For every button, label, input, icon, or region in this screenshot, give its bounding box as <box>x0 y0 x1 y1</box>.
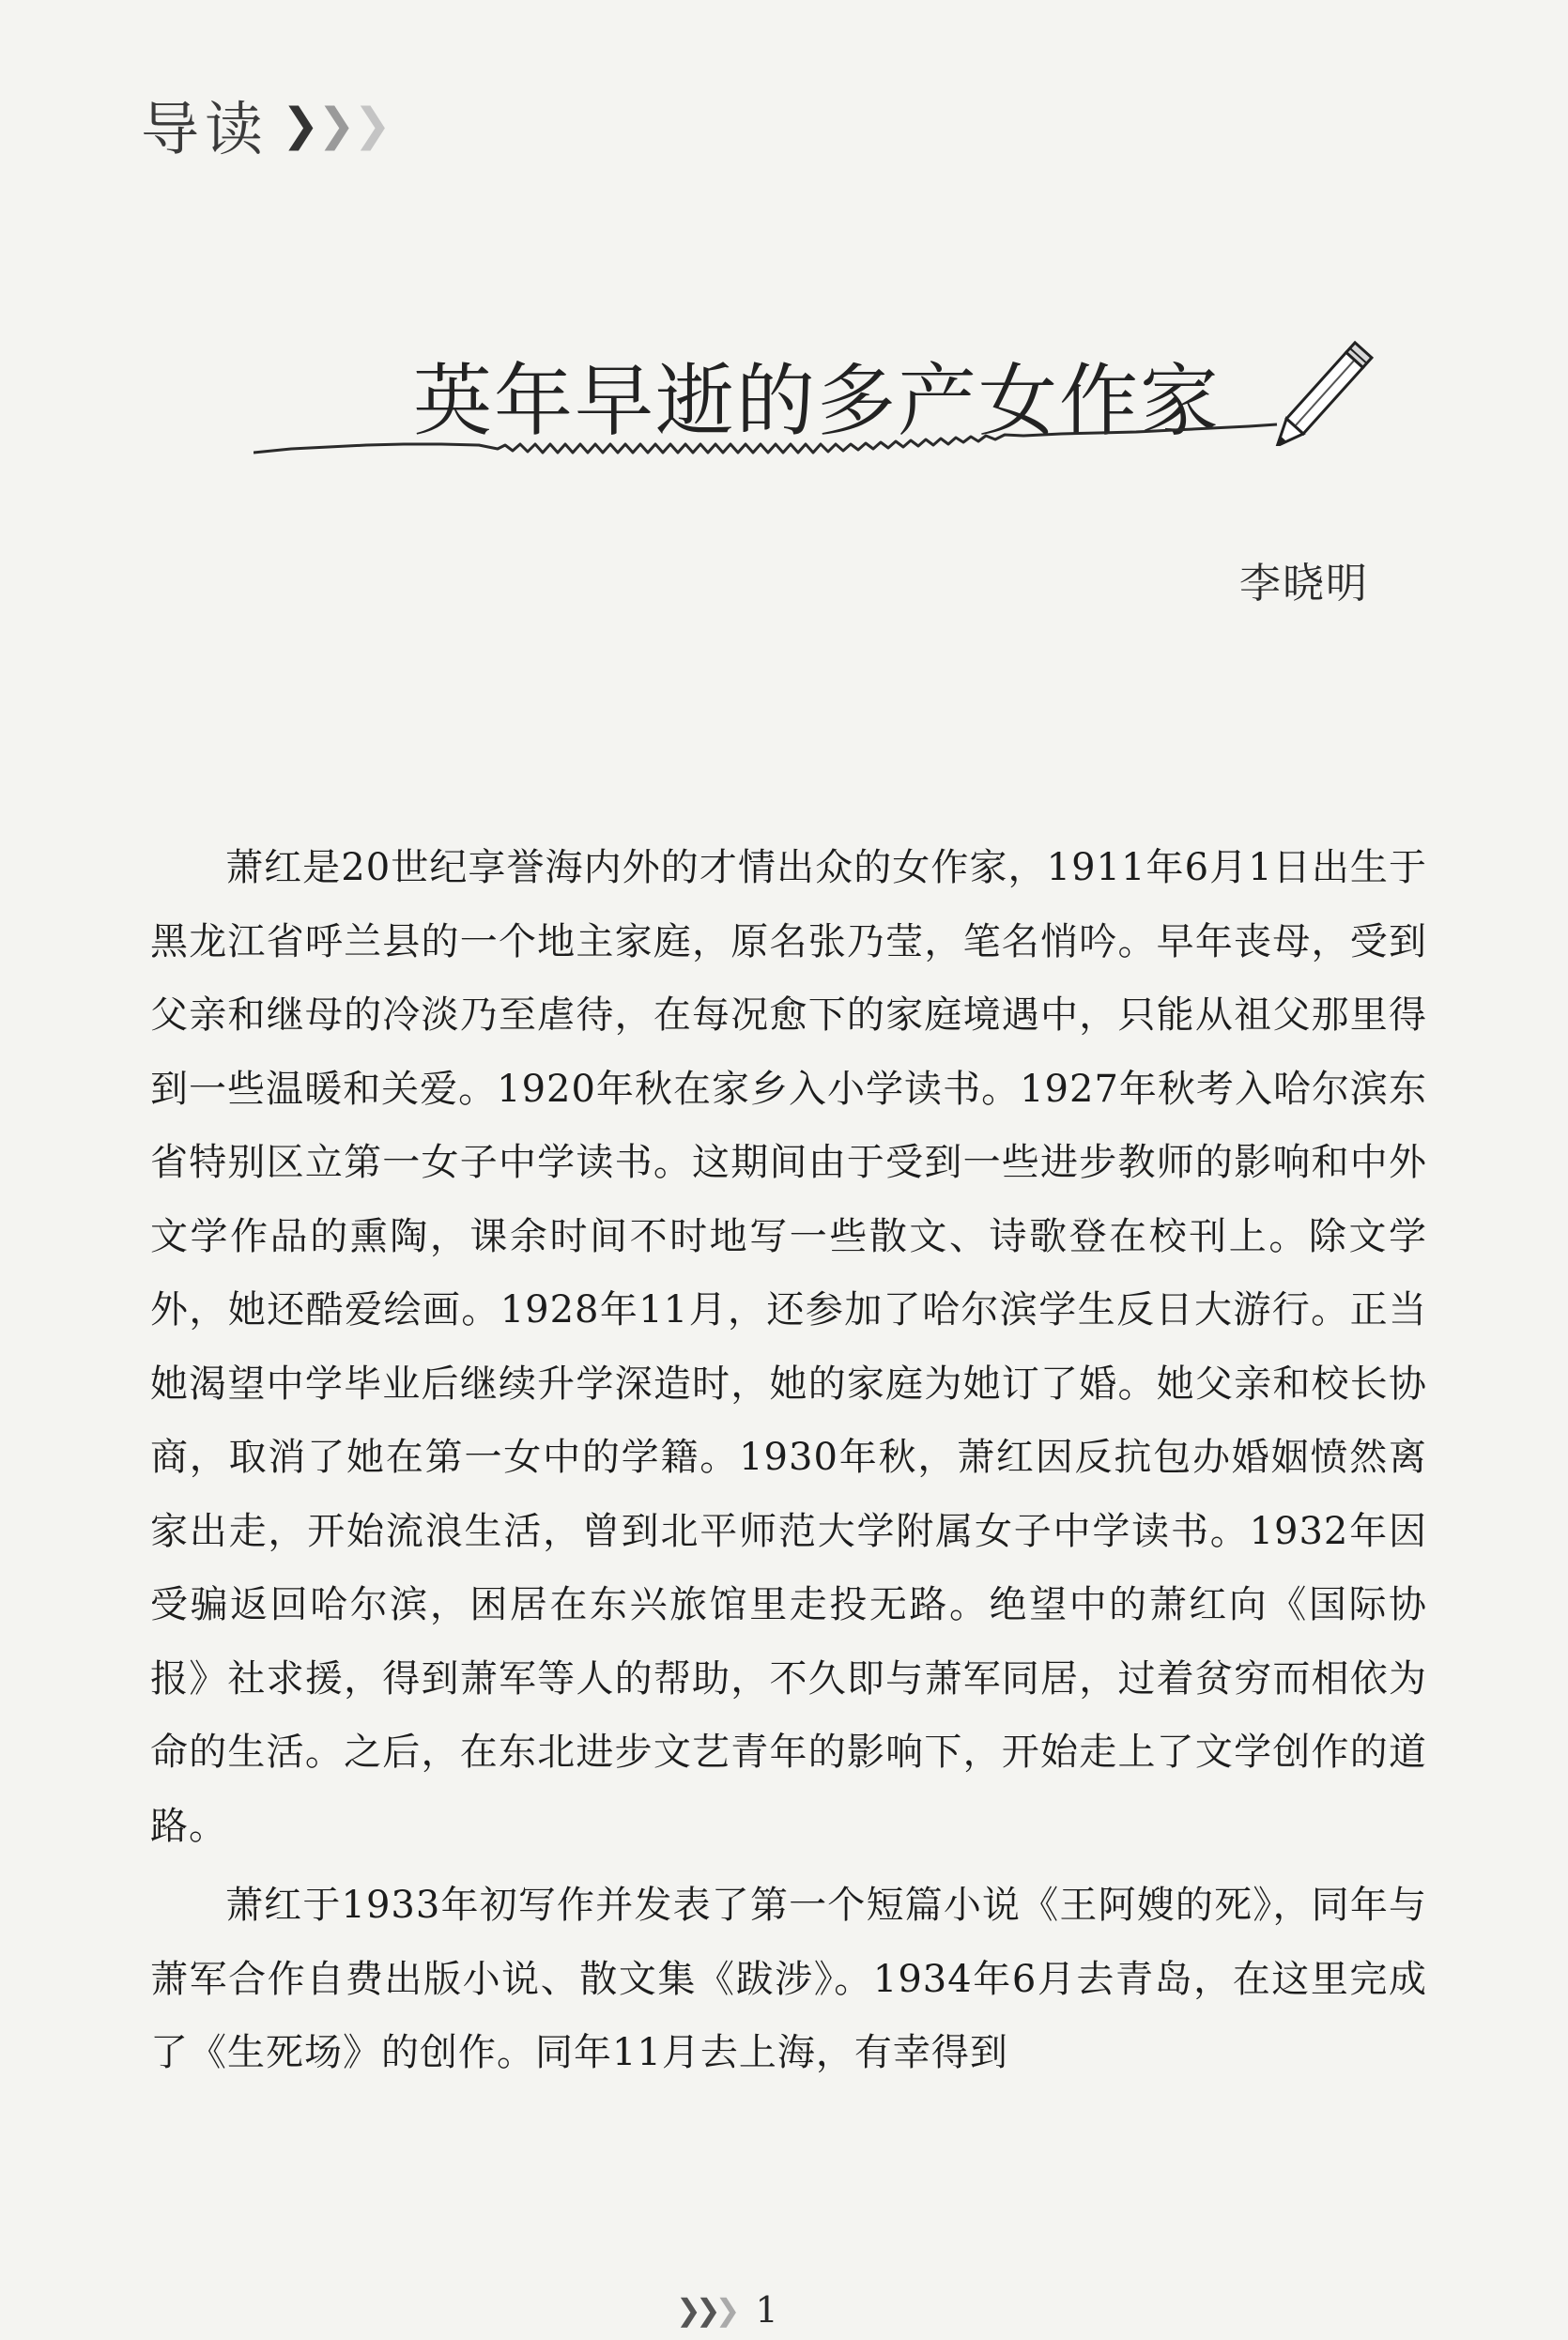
arrows-icon: ❯ ❯ ❯ <box>282 98 397 151</box>
article-title: 英年早逝的多产女作家 <box>413 355 1222 447</box>
wavy-underline-icon <box>254 413 1305 460</box>
folio-arrow-icon: ❯ <box>676 2292 701 2328</box>
folio-arrow-icon: ❯ <box>695 2292 721 2328</box>
folio-arrow-icon: ❯ <box>715 2292 741 2328</box>
author-name: 李晓明 <box>1239 560 1369 608</box>
section-label <box>141 83 397 166</box>
article-body <box>150 831 1427 2096</box>
section-label-text: 导读 <box>141 95 269 163</box>
paragraph: 萧红于1933年初写作并发表了第一个短篇小说《王阿嫂的死》，同年与萧军合作自费出版小说、散文集《跋涉》。1934年6月去青岛，在这里完成了《生死场》的创作。同年11月去上海，有幸得到 <box>150 1884 1427 2074</box>
page-footer <box>676 2289 778 2331</box>
paragraph: 萧红是20世纪享誉海内外的才情出众的女作家，1911年6月1日出生于黑龙江省呼兰县的一个地主家庭，原名张乃莹，笔名悄吟。早年丧母，受到父亲和继母的冷淡乃至虐待，在每况愈下的家庭境遇中，只能从祖父那里得到一些温暖和关爱。1920年秋在家乡入小学读书。1927年秋考入哈尔滨东省特别区立第一女子中学读书。这期间由于受到一些进步教师的影响和中外文学作品的熏陶，课余时间不时地写一些散文、诗歌登在校刊上。除文学外，她还酷爱绘画。1928年11月，还参加了哈尔滨学生反日大游行。正当她渴望中学毕业后继续升学深造时，她的家庭为她订了婚。她父亲和校长协商，取消了她在第一女中的学籍。1930年秋，萧红因反抗包办婚姻愤然离家出走，开始流浪生活，曾到北平师范大学附属女子中学读书。1932年因受骗返回哈尔滨，困居在东兴旅馆里走投无路。绝望中的萧红向《国际协报》社求援，得到萧军等人的帮助，不久即与萧军同居，过着贫穷而相依为命的生活。之后，在东北进步文艺青年的影响下，开始走上了文学创作的道路。 <box>150 846 1427 1848</box>
page-number: 1 <box>755 2289 778 2331</box>
pencil-icon <box>1268 324 1399 446</box>
